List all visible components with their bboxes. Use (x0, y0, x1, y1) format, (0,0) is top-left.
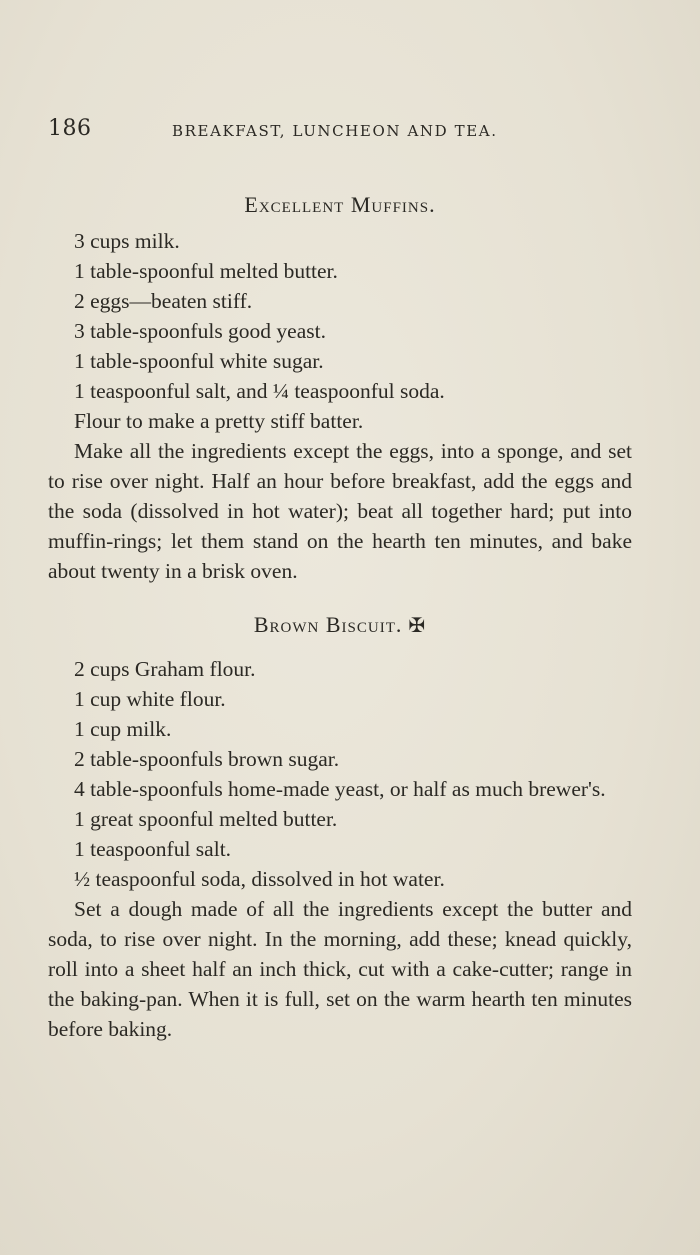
recipe-title-brown-biscuit: Brown Biscuit. (253, 612, 403, 637)
ingredient-line: 1 teaspoonful salt, and ¼ teaspoonful soda. (74, 379, 445, 403)
ingredient-line: 3 table-spoonfuls good yeast. (74, 319, 326, 343)
ingredient-line: 3 cups milk. (74, 229, 180, 253)
ingredient-line: 1 cup milk. (74, 717, 172, 741)
ingredient-line: 1 great spoonful melted butter. (74, 807, 338, 831)
recipe-directions-brown-biscuit: Set a dough made of all the ingredients except the butter and soda, to rise over night. In the morning, add these; knead quickly, roll into a sheet half an inch thick, cut with a cake-cutter; range in the baking-pan. When it is full, set on the warm hearth ten minutes before baking. (48, 897, 632, 1041)
recipe-directions-excellent-muffins: Make all the ingredients except the eggs, into a sponge, and set to rise over night. Half an hour before breakfast, add the eggs and the soda (dissolved in hot water); beat all together hard; put into muffin-rings; let them stand on the hearth ten minutes, and bake about twenty in a brisk oven. (48, 439, 632, 583)
ingredient-line: 2 table-spoonfuls brown sugar. (74, 747, 340, 771)
ingredient-line: ½ teaspoonful soda, dissolved in hot water. (74, 867, 445, 891)
ingredient-line: 1 table-spoonful melted butter. (74, 259, 338, 283)
running-head (48, 116, 638, 146)
ingredient-line: Flour to make a pretty stiff batter. (74, 409, 364, 433)
maltese-cross-icon: ✠ (408, 615, 427, 637)
ingredient-line: 1 table-spoonful white sugar. (74, 349, 324, 373)
ingredient-line: 2 eggs—beaten stiff. (74, 289, 253, 313)
page-number: 186 (48, 116, 92, 141)
recipe-title-excellent-muffins: Excellent Muffins. (244, 192, 436, 217)
ingredient-line: 4 table-spoonfuls home-made yeast, or half as much brewer's. (74, 777, 606, 801)
ingredient-line: 1 cup white flour. (74, 687, 226, 711)
running-head-title: BREAKFAST, LUNCHEON AND TEA. (172, 122, 498, 140)
page-content (48, 190, 632, 1044)
ingredient-line: 2 cups Graham flour. (74, 657, 256, 681)
recipe-heading-brown-biscuit (48, 610, 632, 640)
ingredient-line: 1 teaspoonful salt. (74, 837, 232, 861)
